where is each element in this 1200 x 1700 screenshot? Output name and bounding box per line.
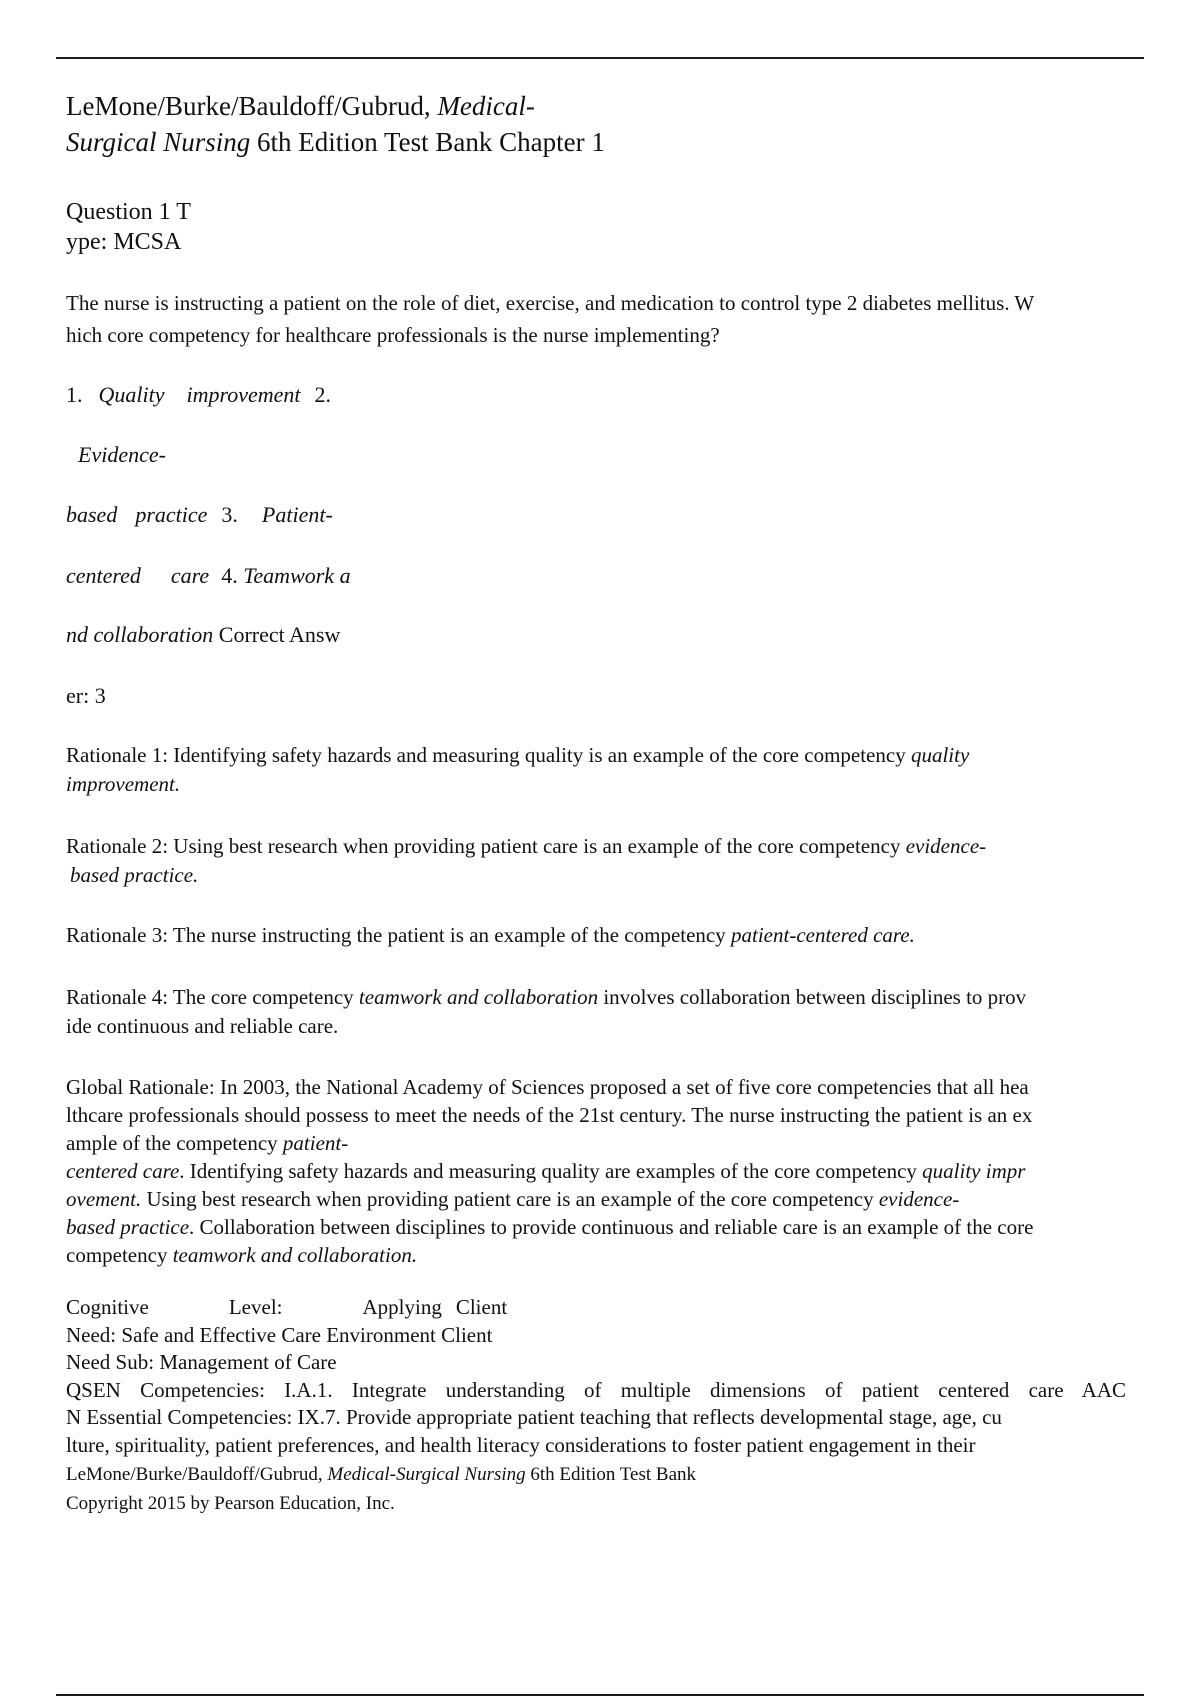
rationale-1: Rationale 1: Identifying safety hazards and measuring quality is an example of the core competency quality improvement. xyxy=(66,743,970,796)
question-metadata xyxy=(66,1294,1166,1459)
client-need-line: Need: Safe and Effective Care Environment Client xyxy=(66,1322,493,1347)
document-title: LeMone/Burke/Bauldoff/Gubrud, Medical- Surgical Nursing 6th Edition Test Bank Chapter 1 xyxy=(66,91,605,157)
qsen-line: QSEN Competencies: I.A.1. Integrate understanding of multiple dimensions of patient centered care AAC xyxy=(66,1377,1126,1402)
rationale-3: Rationale 3: The nurse instructing the patient is an example of the competency patient-centered care. xyxy=(66,923,915,947)
copyright-line: Copyright 2015 by Pearson Education, Inc. xyxy=(66,1493,395,1514)
options-line-3: based practice 3. Patient- xyxy=(66,502,333,527)
copyright-footer xyxy=(66,1460,1166,1518)
rationale-4: Rationale 4: The core competency teamwork and collaboration involves collaboration between disciplines to prov ide continuous and reliable care. xyxy=(66,985,1027,1038)
question-stem: The nurse is instructing a patient on the role of diet, exercise, and medication to control type 2 diabetes mellitus. W hich core competency for healthcare professionals is the nurse implementing? xyxy=(66,291,1035,347)
global-rationale: Global Rationale: In 2003, the National Academy of Sciences proposed a set of five core competencies that all hea lthcare professionals should possess to meet the needs of the 21st century. The nurse instructing the patient is an ex ample of the competency patient- centered care. Identifying safety hazards and measuring quality are examples of the core competency quality impr ovement. Using best research when providing patient care is an example of the core competency evidence- based practice. Collaboration between disciplines to provide continuous and reliable care is an example of the core competency teamwork and collaboration. xyxy=(66,1075,1034,1267)
options-line-2: Evidence- xyxy=(78,442,166,467)
top-rule xyxy=(56,57,1144,59)
options-line-1: 1. Quality improvement 2. xyxy=(66,382,332,407)
aacn-line: N Essential Competencies: IX.7. Provide appropriate patient teaching that reflects developmental stage, age, cu xyxy=(66,1405,1002,1429)
options-line-4: centered care 4. Teamwork a xyxy=(66,563,351,588)
cognitive-level-line: Cognitive Level: Applying Client xyxy=(66,1295,508,1319)
correct-answer: er: 3 xyxy=(66,683,106,708)
bottom-rule xyxy=(56,1694,1144,1696)
options-line-5: nd collaboration Correct Answ xyxy=(66,622,341,647)
footer-book-line: LeMone/Burke/Bauldoff/Gubrud, Medical-Surgical Nursing 6th Edition Test Bank xyxy=(66,1464,697,1485)
rationale-2: Rationale 2: Using best research when providing patient care is an example of the core competency evidence- based practice. xyxy=(66,834,987,887)
client-need-sub-line: Need Sub: Management of Care xyxy=(66,1350,337,1374)
question-header: Question 1 T ype: MCSA xyxy=(66,199,191,255)
aacn-line-cont: lture, spirituality, patient preferences, and health literacy considerations to foster patient engagement in their xyxy=(66,1432,976,1457)
